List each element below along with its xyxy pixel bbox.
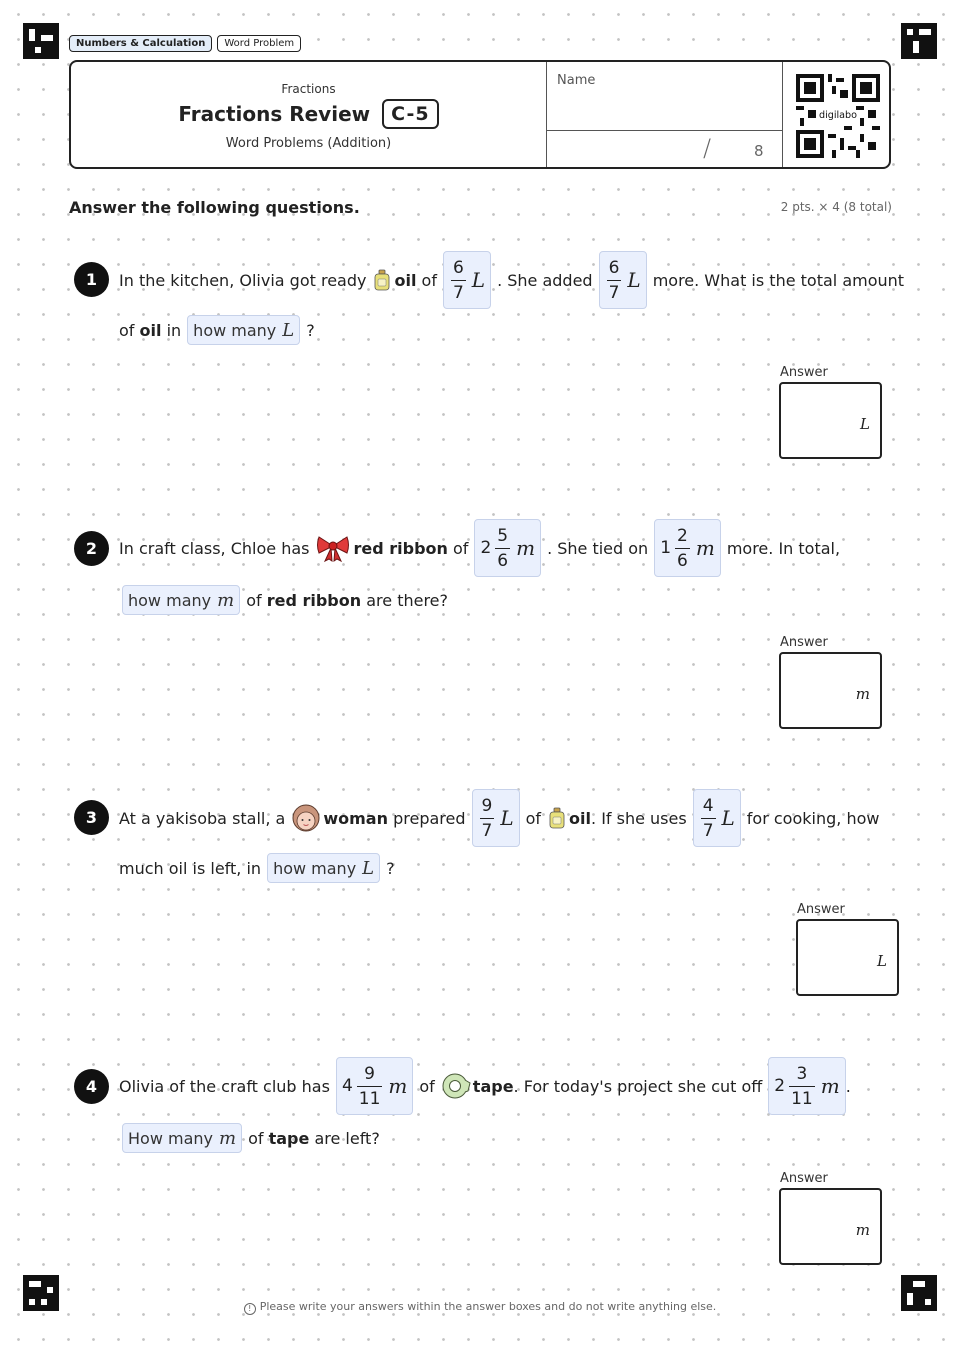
denominator: 7 [451,280,466,305]
unit: m [516,536,536,560]
numerator: 3 [796,1063,808,1084]
woman-face-icon [291,803,321,833]
question-text: Olivia of the craft club has [119,1076,330,1096]
fraction-box [443,251,491,309]
numerator: 4 [702,795,714,816]
answer-unit: m [855,685,870,703]
mixed-number-box [474,519,541,577]
unit: m [695,536,715,560]
question-prompt-box [122,1123,242,1153]
worksheet-title: Fractions Review [178,102,371,126]
whole-number: 2 [480,538,492,558]
answer-box[interactable] [779,652,882,729]
question-text: . If she uses [591,808,687,828]
answer-label: Answer [780,635,828,650]
numerator: 9 [364,1063,375,1084]
fraction [495,524,510,573]
unit: L [282,319,295,341]
question-text: much oil is left, in [119,858,262,878]
question-1-line-1 [119,251,904,309]
denominator: 7 [607,280,622,305]
mixed-number-box [654,519,721,577]
unit: m [217,589,235,611]
qr-brand-label: digilabo [818,110,858,121]
question-text: more. In total, [726,538,841,558]
question-2-line-2 [116,585,448,615]
answer-label: Answer [780,365,828,380]
answer-unit: m [855,1221,870,1239]
unit: L [627,268,641,292]
answer-label: Answer [797,902,845,917]
answer-box[interactable] [779,382,882,459]
fraction [480,794,495,843]
fraction [701,794,716,843]
question-prompt-box [187,315,300,345]
fraction [357,1062,383,1111]
denominator: 7 [480,818,495,843]
info-icon: ! [244,1303,256,1315]
fraction-box [472,789,520,847]
whole-number: 2 [774,1076,786,1096]
question-text: are left? [314,1128,380,1148]
question-text: . She tied on [547,538,649,558]
subject-label: Fractions [281,82,336,96]
question-number: 2 [74,531,109,566]
question-text: of [246,590,262,610]
points-info: 2 pts. × 4 (8 total) [780,200,892,214]
question-text: of [525,808,542,828]
worksheet-code: C-5 [382,99,439,129]
item-name: oil [394,270,417,290]
fraction [451,256,466,305]
answer-label: Answer [780,1171,828,1186]
denominator: 6 [675,548,690,573]
item-name: red ribbon [266,590,362,610]
numerator: 5 [497,525,509,546]
question-text: . She added [497,270,593,290]
question-3-line-2 [119,853,395,883]
question-text: . For today's project she cut off [513,1076,763,1096]
question-text: ? [306,320,315,340]
numerator: 9 [481,795,493,816]
question-text: . [845,1076,851,1096]
tag-word-problem: Word Problem [217,35,301,52]
question-text: of [119,320,135,340]
instruction: Answer the following questions. [69,198,360,217]
worksheet-subtitle: Word Problems (Addition) [225,136,392,151]
worksheet-header [69,60,891,169]
unit: L [471,268,486,292]
fraction [789,1062,815,1111]
question-prompt-box [267,853,380,883]
mixed-number-box [768,1057,845,1115]
denominator: 6 [495,548,510,573]
numerator: 2 [677,525,688,546]
question-3-line-1 [119,789,879,847]
score-total: 8 [754,142,764,160]
question-text: of [248,1128,264,1148]
question-text: In the kitchen, Olivia got ready [119,270,367,290]
name-label: Name [557,73,596,88]
item-name: tape [472,1076,514,1096]
question-text: for cooking, how [746,808,880,828]
item-name: tape [268,1128,310,1148]
question-text: prepared [393,808,466,828]
question-text: of [419,1076,435,1096]
fraction-box [693,789,741,847]
question-text: ? [386,858,395,878]
prompt-text: how many [128,590,212,610]
answer-unit: L [860,415,870,433]
corner-marker-top-left [23,23,59,59]
footer-text: Please write your answers within the answer boxes and do not write anything else. [259,1300,717,1313]
unit: L [362,857,375,879]
answer-unit: L [877,952,887,970]
item-name: woman [323,808,388,828]
ribbon-icon [315,533,351,563]
denominator: 11 [789,1086,815,1111]
answer-box[interactable] [796,919,899,996]
title-block [71,62,546,167]
question-number: 1 [74,262,109,297]
mixed-number-box [336,1057,413,1115]
question-text: are there? [366,590,449,610]
fraction [675,524,690,573]
fraction [607,256,622,305]
prompt-text: How many [128,1128,213,1148]
unit: L [721,806,735,830]
name-score-block [546,62,782,167]
numerator: 6 [452,257,464,278]
denominator: 11 [357,1086,383,1111]
answer-box[interactable] [779,1188,882,1265]
question-2-line-1 [119,519,840,577]
question-text: At a yakisoba stall, a [119,808,286,828]
unit: m [388,1074,408,1098]
question-4-line-2 [116,1123,380,1153]
prompt-text: how many [193,320,277,340]
question-text: In craft class, Chloe has [119,538,310,558]
tag-numbers-calculation: Numbers & Calculation [69,35,212,52]
qr-block [782,62,889,167]
question-text: more. What is the total amount [652,270,905,290]
category-tags [69,35,301,52]
name-divider [547,130,782,131]
question-prompt-box [122,585,240,615]
prompt-text: how many [273,858,357,878]
question-text: of [453,538,469,558]
oil-bottle-icon [372,269,392,291]
question-number: 3 [74,800,109,835]
score-slash: / [703,134,712,162]
numerator: 6 [608,257,620,278]
unit: m [219,1127,237,1149]
denominator: 7 [701,818,716,843]
oil-bottle-icon [547,807,567,829]
question-text: in [166,320,182,340]
fraction-box [599,251,647,309]
question-1-line-2 [119,315,315,345]
item-name: oil [139,320,162,340]
item-name: red ribbon [353,538,448,558]
unit: L [500,806,514,830]
qr-code-icon [796,74,880,158]
question-text: of [421,270,437,290]
question-4-line-1 [119,1057,851,1115]
tape-roll-icon [441,1071,471,1101]
corner-marker-top-right [901,23,937,59]
whole-number: 4 [341,1076,353,1096]
whole-number: 1 [660,538,672,558]
question-number: 4 [74,1069,109,1104]
unit: m [820,1074,840,1098]
item-name: oil [569,808,592,828]
footer-note [0,1300,960,1315]
